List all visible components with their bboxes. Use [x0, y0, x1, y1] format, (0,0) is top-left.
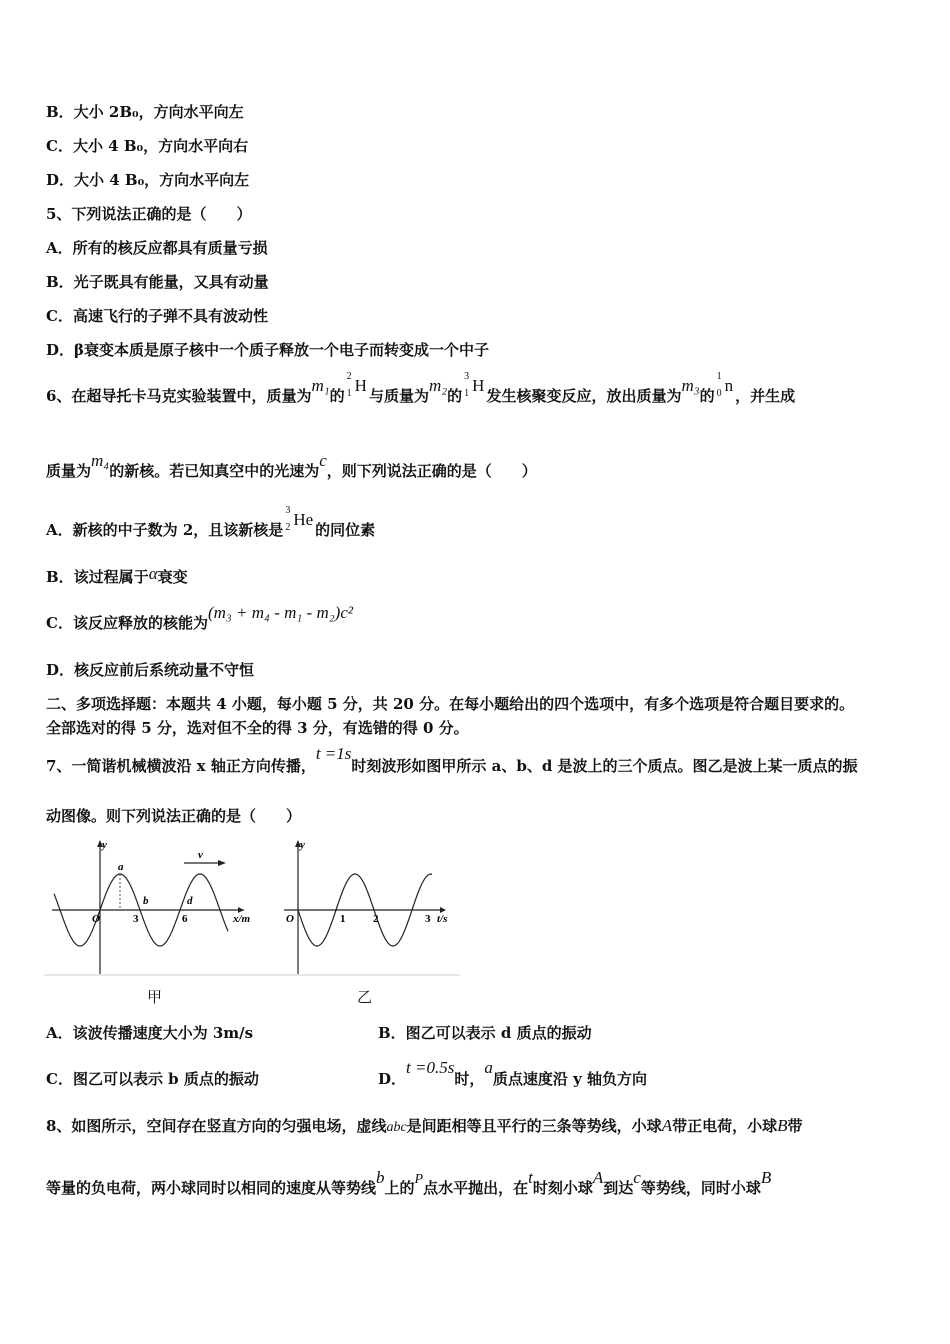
- math-B: B: [777, 1116, 788, 1135]
- math-B2: B: [760, 1168, 772, 1187]
- nuclide-he3: 3 2 He: [285, 505, 314, 533]
- q7-option-a: A．该波传播速度大小为 3m/s: [46, 1024, 254, 1042]
- figure-label-yi: 乙: [357, 988, 373, 1006]
- wave-label-origin: O: [92, 913, 100, 925]
- vib-tick-2: 2: [373, 913, 379, 925]
- section2-line1: 二、多项选择题：本题共 4 小题，每小题 5 分，共 20 分。在每小题给出的四个选项中，有多个选项是符合题目要求的。: [46, 695, 855, 713]
- q6-option-b: B．该过程属于α衰变: [46, 564, 188, 586]
- q7-option-d: D．t =0.5s时，a质点速度沿 y 轴负方向: [378, 1058, 648, 1088]
- vib-unit: t/s: [437, 913, 448, 925]
- q7-option-b: B．图乙可以表示 d 质点的振动: [378, 1024, 592, 1042]
- q6-stem-line1: 6、在超导托卡马克实验装置中，质量为m₁的 2 1 H与质量为m₂的 3 1 H发生核聚变反应，放出质量为m₃的 1 0 n，并生成: [46, 371, 796, 405]
- q5-option-b: B．光子既具有能量，又具有动量: [46, 273, 269, 291]
- q6-option-d: D．核反应前后系统动量不守恒: [46, 661, 255, 679]
- q7-option-c: C．图乙可以表示 b 质点的振动: [46, 1070, 259, 1088]
- q4-option-b: B．大小 2B₀，方向水平向左: [46, 103, 244, 121]
- nuclide-h3: 3 1 H: [464, 371, 485, 399]
- q6-option-c: C．该反应释放的核能为(m₃ + m₄ - m₁ - m₂)c²: [46, 603, 353, 632]
- math-m2: m₂: [428, 376, 448, 395]
- q4-option-d: D．大小 4 B₀，方向水平向左: [46, 171, 250, 189]
- math-abc: abc: [386, 1120, 407, 1135]
- vib-label-origin: O: [286, 913, 294, 925]
- section2-line2: 全部选对的得 5 分，选对但不全的得 3 分，有选错的得 0 分。: [46, 719, 469, 737]
- math-a: a: [484, 1058, 493, 1077]
- math-A2: A: [592, 1168, 604, 1187]
- vibration-graph: [284, 840, 446, 974]
- q6-option-a: A．新核的中子数为 2，且该新核是 3 2 He的同位素: [46, 505, 376, 539]
- figure-label-jia: 甲: [147, 988, 163, 1006]
- math-t1: t =1s: [315, 744, 352, 763]
- q8-stem-line1: 8、如图所示，空间存在竖直方向的匀强电场，虚线abc是间距相等且平行的三条等势线，小球A带正电荷，小球B带: [46, 1116, 803, 1135]
- q5-option-a: A．所有的核反应都具有质量亏损: [46, 239, 268, 257]
- vib-tick-3: 3: [425, 913, 431, 925]
- math-energy: (m₃ + m₄ - m₁ - m₂)c²: [207, 603, 353, 622]
- wave-label-b: b: [143, 895, 149, 907]
- wave-tick-3: 3: [133, 913, 139, 925]
- vib-label-y: y: [300, 839, 305, 851]
- nuclide-h2: 2 1 H: [346, 371, 367, 399]
- q6-stem-line2: 质量为m₄的新核。若已知真空中的光速为c，则下列说法正确的是（ ）: [46, 451, 537, 480]
- math-m4: m₄: [91, 451, 110, 470]
- wave-label-v: v: [198, 849, 203, 861]
- wave-tick-6: 6: [182, 913, 188, 925]
- math-t05: t =0.5s: [406, 1058, 455, 1077]
- math-P: P: [414, 1172, 424, 1187]
- math-c: c: [319, 451, 327, 470]
- nuclide-n: 1 0 n: [716, 371, 734, 399]
- vib-tick-1: 1: [340, 913, 346, 925]
- wave-unit: x/m: [233, 913, 251, 925]
- wave-label-d: d: [187, 895, 193, 907]
- q8-stem-line2: 等量的负电荷，两小球同时以相同的速度从等势线b上的P点水平抛出，在t时刻小球A到达c等势线，同时小球B: [46, 1168, 772, 1197]
- q7-stem-line2: 动图像。则下列说法正确的是（ ）: [46, 807, 302, 825]
- q5-option-c: C．高速飞行的子弹不具有波动性: [46, 307, 268, 325]
- math-A: A: [661, 1116, 673, 1135]
- math-m1: m₁: [311, 376, 330, 395]
- q4-option-c: C．大小 4 B₀，方向水平向右: [46, 137, 249, 155]
- wave-graph: [52, 840, 244, 974]
- math-b: b: [376, 1168, 385, 1187]
- math-alpha: α: [148, 564, 158, 583]
- wave-label-y: y: [102, 839, 107, 851]
- q7-stem-line1: 7、一简谐机械横波沿 x 轴正方向传播，t =1s时刻波形如图甲所示 a、b、d 是波上的三个质点。图乙是波上某一质点的振: [46, 744, 858, 775]
- wave-label-a: a: [118, 861, 124, 873]
- q5-stem: 5、下列说法正确的是（ ）: [46, 205, 252, 223]
- math-t: t: [528, 1168, 533, 1187]
- q5-option-d: D．β衰变本质是原子核中一个质子释放一个电子而转变成一个中子: [46, 341, 489, 359]
- math-m3: m₃: [681, 376, 700, 395]
- q7-figure: [44, 836, 464, 981]
- math-c2: c: [633, 1168, 641, 1187]
